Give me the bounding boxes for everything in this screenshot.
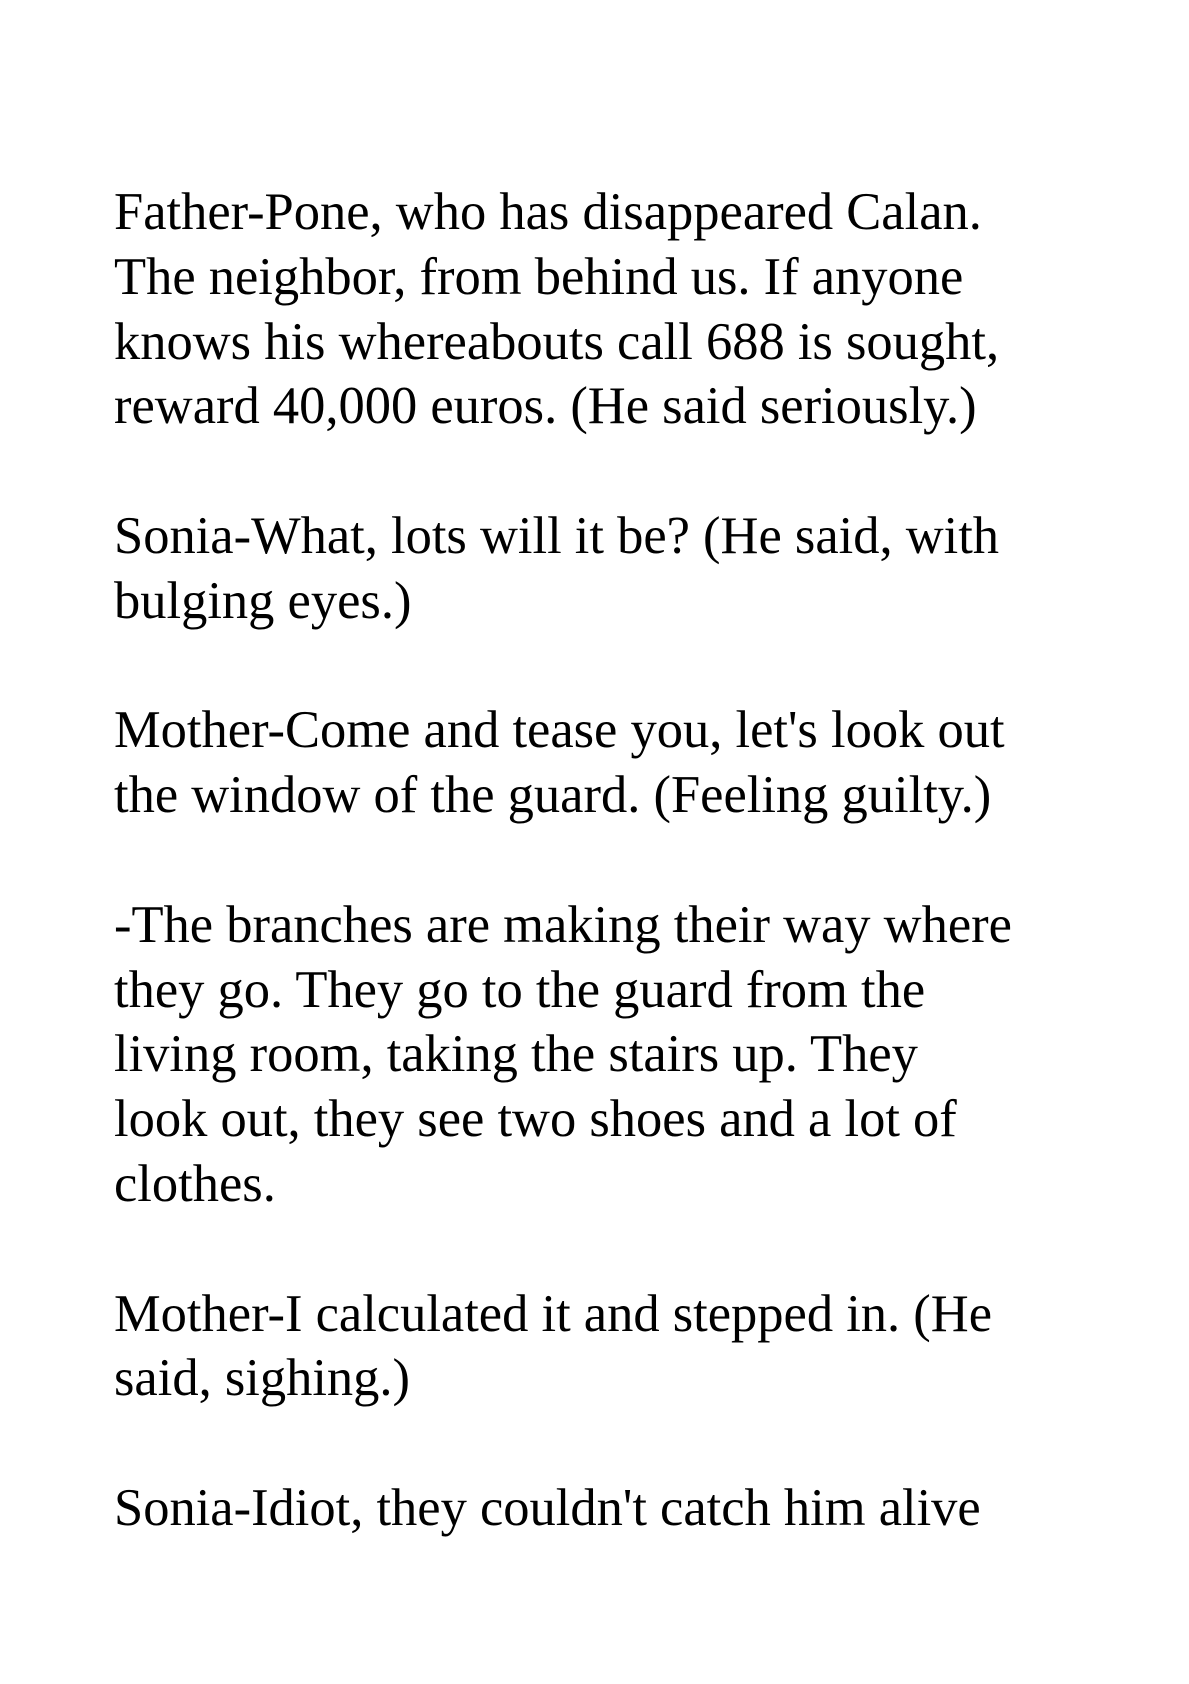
text-line: the window of the guard. (Feeling guilty.) xyxy=(114,766,992,825)
text-line: The neighbor, from behind us. If anyone xyxy=(114,247,964,306)
text-line: Mother-Come and tease you, let's look out xyxy=(114,701,1005,760)
text-line: they go. They go to the guard from the xyxy=(114,960,926,1019)
text-line: living room, taking the stairs up. They xyxy=(114,1025,918,1084)
page-body xyxy=(114,180,1114,1606)
paragraph-narration xyxy=(114,893,1114,1217)
text-line: bulging eyes.) xyxy=(114,571,412,630)
paragraph-sonia-idiot xyxy=(114,1476,1114,1541)
text-line: reward 40,000 euros. (He said seriously.) xyxy=(114,377,977,436)
text-line: clothes. xyxy=(114,1154,276,1213)
text-line: look out, they see two shoes and a lot of xyxy=(114,1090,957,1149)
paragraph-mother-window xyxy=(114,698,1114,828)
text-line: Mother-I calculated it and stepped in. (He xyxy=(114,1284,992,1343)
text-line: knows his whereabouts call 688 is sought, xyxy=(114,312,1000,371)
text-line: -The branches are making their way where xyxy=(114,895,1012,954)
text-line: Sonia-Idiot, they couldn't catch him alive xyxy=(114,1478,981,1537)
text-line: said, sighing.) xyxy=(114,1349,411,1408)
paragraph-mother-sighing xyxy=(114,1282,1114,1412)
text-line: Sonia-What, lots will it be? (He said, with xyxy=(114,506,1000,565)
text-line: Father-Pone, who has disappeared Calan. xyxy=(114,183,982,241)
paragraph-sonia-question xyxy=(114,504,1114,634)
paragraph-father-announcement xyxy=(114,180,1114,439)
